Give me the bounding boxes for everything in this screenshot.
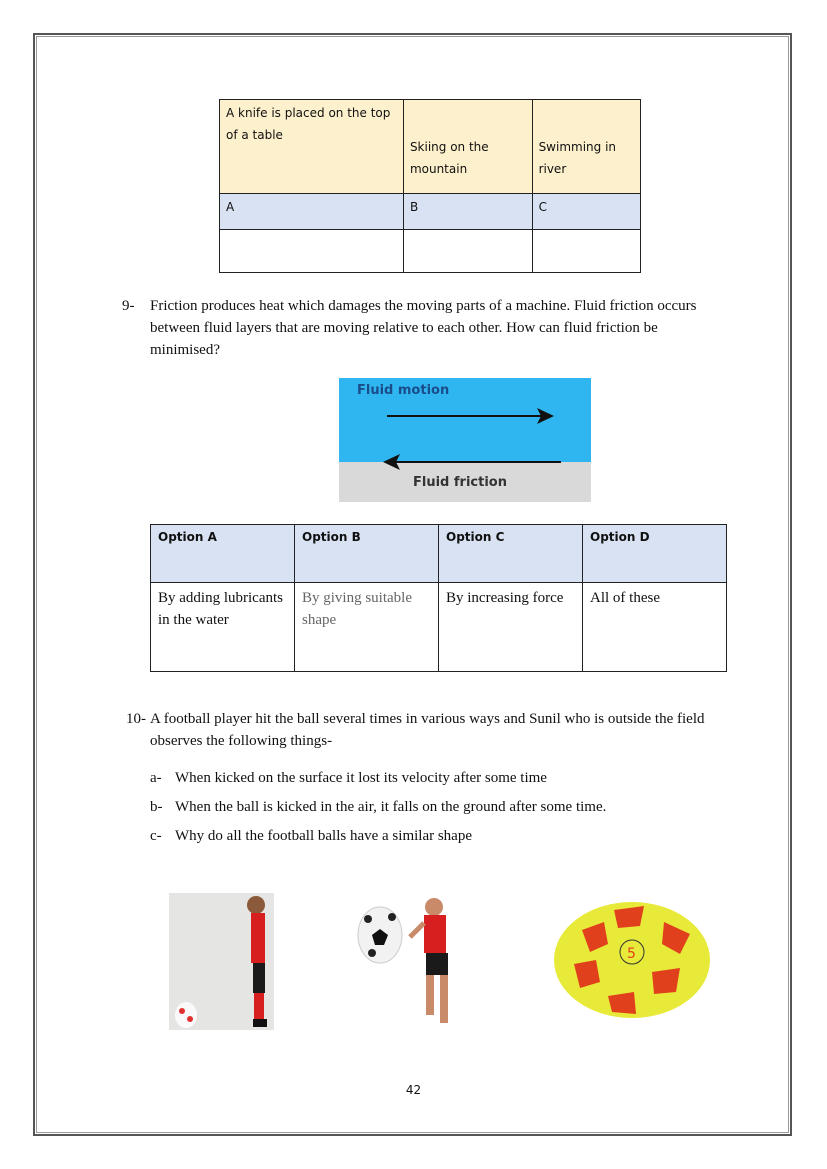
options-table (150, 524, 727, 672)
question-text: A football player hit the ball several times in various ways and Sunil who is outside the field observes the following things- (150, 711, 705, 749)
question-9 (122, 295, 722, 361)
table-cell: Skiing on the mountain (403, 100, 532, 194)
svg-text:5: 5 (627, 946, 636, 962)
list-text: When kicked on the surface it lost its velocity after some time (175, 770, 547, 786)
arrow-left-icon (383, 454, 561, 470)
boy-with-football-image (169, 893, 274, 1030)
table-cell: Swimming in river (532, 100, 640, 194)
table-cell: B (403, 194, 532, 230)
option-header: Option D (583, 525, 727, 583)
option-answer[interactable]: By adding lubricants in the water (151, 583, 295, 672)
question-text: Friction produces heat which damages the moving parts of a machine. Fluid friction occurs between fluid layers that are moving relative to each other. How can fluid friction be minimised? (150, 298, 697, 358)
list-marker: a- (150, 770, 162, 786)
table-cell: A knife is placed on the top of a table (220, 100, 404, 194)
table-cell: C (532, 194, 640, 230)
table-row (220, 194, 641, 230)
table-row (151, 583, 727, 672)
fluid-friction-diagram (339, 378, 591, 502)
question-number: 9- (122, 298, 135, 314)
question-number: 10- (126, 711, 146, 727)
option-header: Option C (439, 525, 583, 583)
list-marker: b- (150, 799, 163, 815)
answer-cell[interactable] (532, 230, 640, 273)
table-row (220, 230, 641, 273)
option-header: Option B (295, 525, 439, 583)
player-kicking-ball-image (350, 893, 460, 1028)
fluid-motion-label: Fluid motion (357, 383, 450, 398)
option-answer[interactable]: All of these (583, 583, 727, 672)
option-header: Option A (151, 525, 295, 583)
friction-examples-table (219, 99, 641, 273)
fluid-friction-label: Fluid friction (413, 475, 507, 490)
option-answer[interactable]: By increasing force (439, 583, 583, 672)
list-text: Why do all the football balls have a similar shape (175, 828, 472, 844)
arrow-right-icon (387, 408, 554, 424)
answer-cell[interactable] (220, 230, 404, 273)
table-cell: A (220, 194, 404, 230)
page-number: 42 (405, 1083, 422, 1097)
option-answer[interactable]: By giving suitable shape (295, 583, 439, 672)
table-row (151, 525, 727, 583)
list-marker: c- (150, 828, 162, 844)
yellow-red-football-image (552, 900, 712, 1020)
question-10 (122, 708, 722, 752)
table-row (220, 100, 641, 194)
arrows (339, 378, 591, 502)
answer-cell[interactable] (403, 230, 532, 273)
list-text: When the ball is kicked in the air, it falls on the ground after some time. (175, 799, 607, 815)
